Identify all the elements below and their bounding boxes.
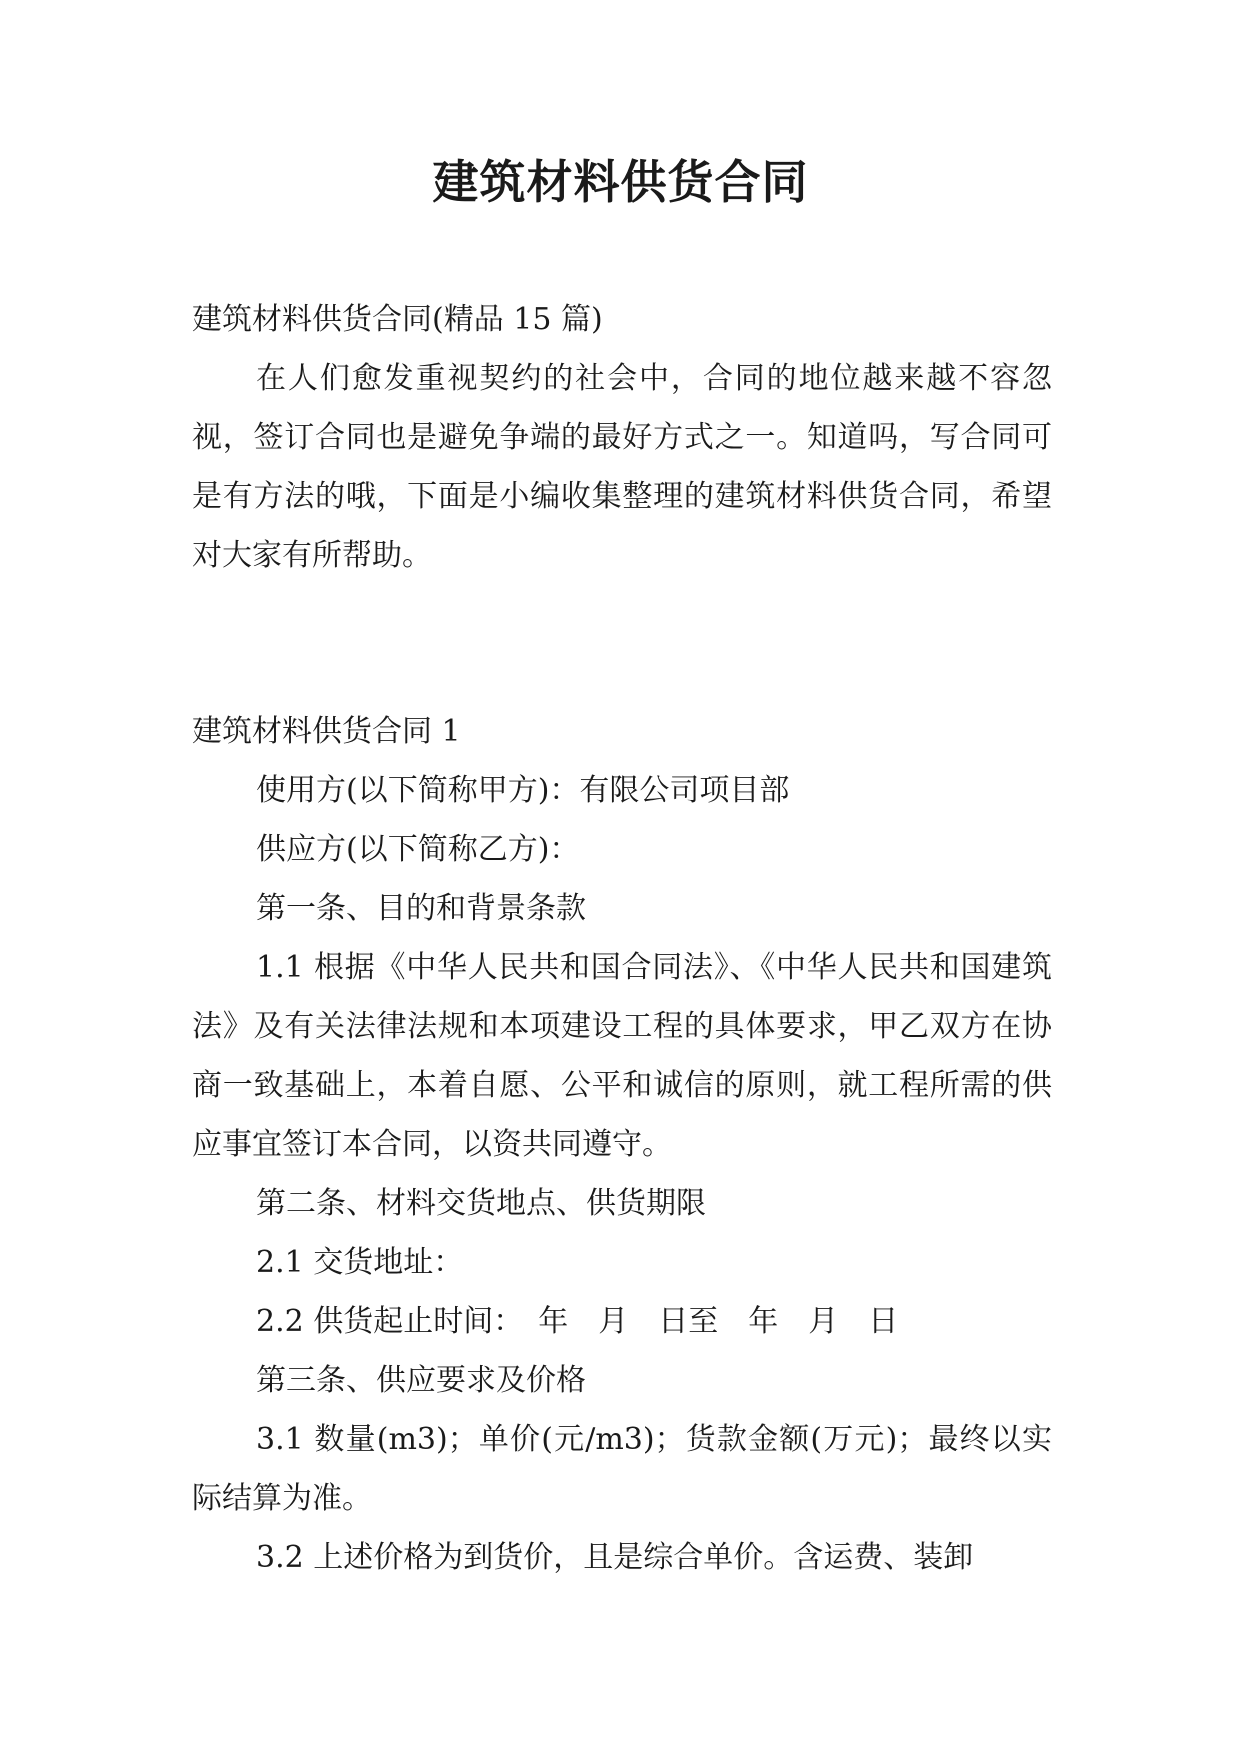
section-spacer (192, 585, 1052, 702)
party-a-line: 使用方(以下简称甲方)：有限公司项目部 (256, 773, 790, 808)
article-2-heading: 第二条、材料交货地点、供货期限 (256, 1186, 706, 1221)
clause-3-2: 3.2 上述价格为到货价，且是综合单价。含运费、装卸 (256, 1540, 974, 1575)
document-body (192, 290, 1052, 1587)
article-3-heading: 第三条、供应要求及价格 (256, 1363, 586, 1398)
clause-2-1: 2.1 交货地址： (256, 1245, 464, 1280)
party-b-line: 供应方(以下简称乙方)： (256, 832, 580, 867)
document-subtitle: 建筑材料供货合同(精品 15 篇) (192, 302, 603, 337)
clause-2-2: 2.2 供货起止时间： 年 月 日至 年 月 日 (256, 1304, 899, 1339)
intro-paragraph: 在人们愈发重视契约的社会中，合同的地位越来越不容忽视，签订合同也是避免争端的最好方式之一。知道吗，写合同可是有方法的哦，下面是小编收集整理的建筑材料供货合同，希望对大家有所帮助。 (192, 361, 1052, 573)
document-title: 建筑材料供货合同 (432, 155, 809, 209)
article-1-heading: 第一条、目的和背景条款 (256, 891, 586, 926)
section-heading: 建筑材料供货合同 1 (192, 714, 461, 749)
clause-3-1: 3.1 数量(m3)；单价(元/m3)；货款金额(万元)；最终以实际结算为准。 (192, 1422, 1052, 1516)
clause-1-1: 1.1 根据《中华人民共和国合同法》、《中华人民共和国建筑法》及有关法律法规和本项建设工程的具体要求，甲乙双方在协商一致基础上，本着自愿、公平和诚信的原则，就工程所需的供应事宜签订本合同，以资共同遵守。 (192, 950, 1052, 1162)
